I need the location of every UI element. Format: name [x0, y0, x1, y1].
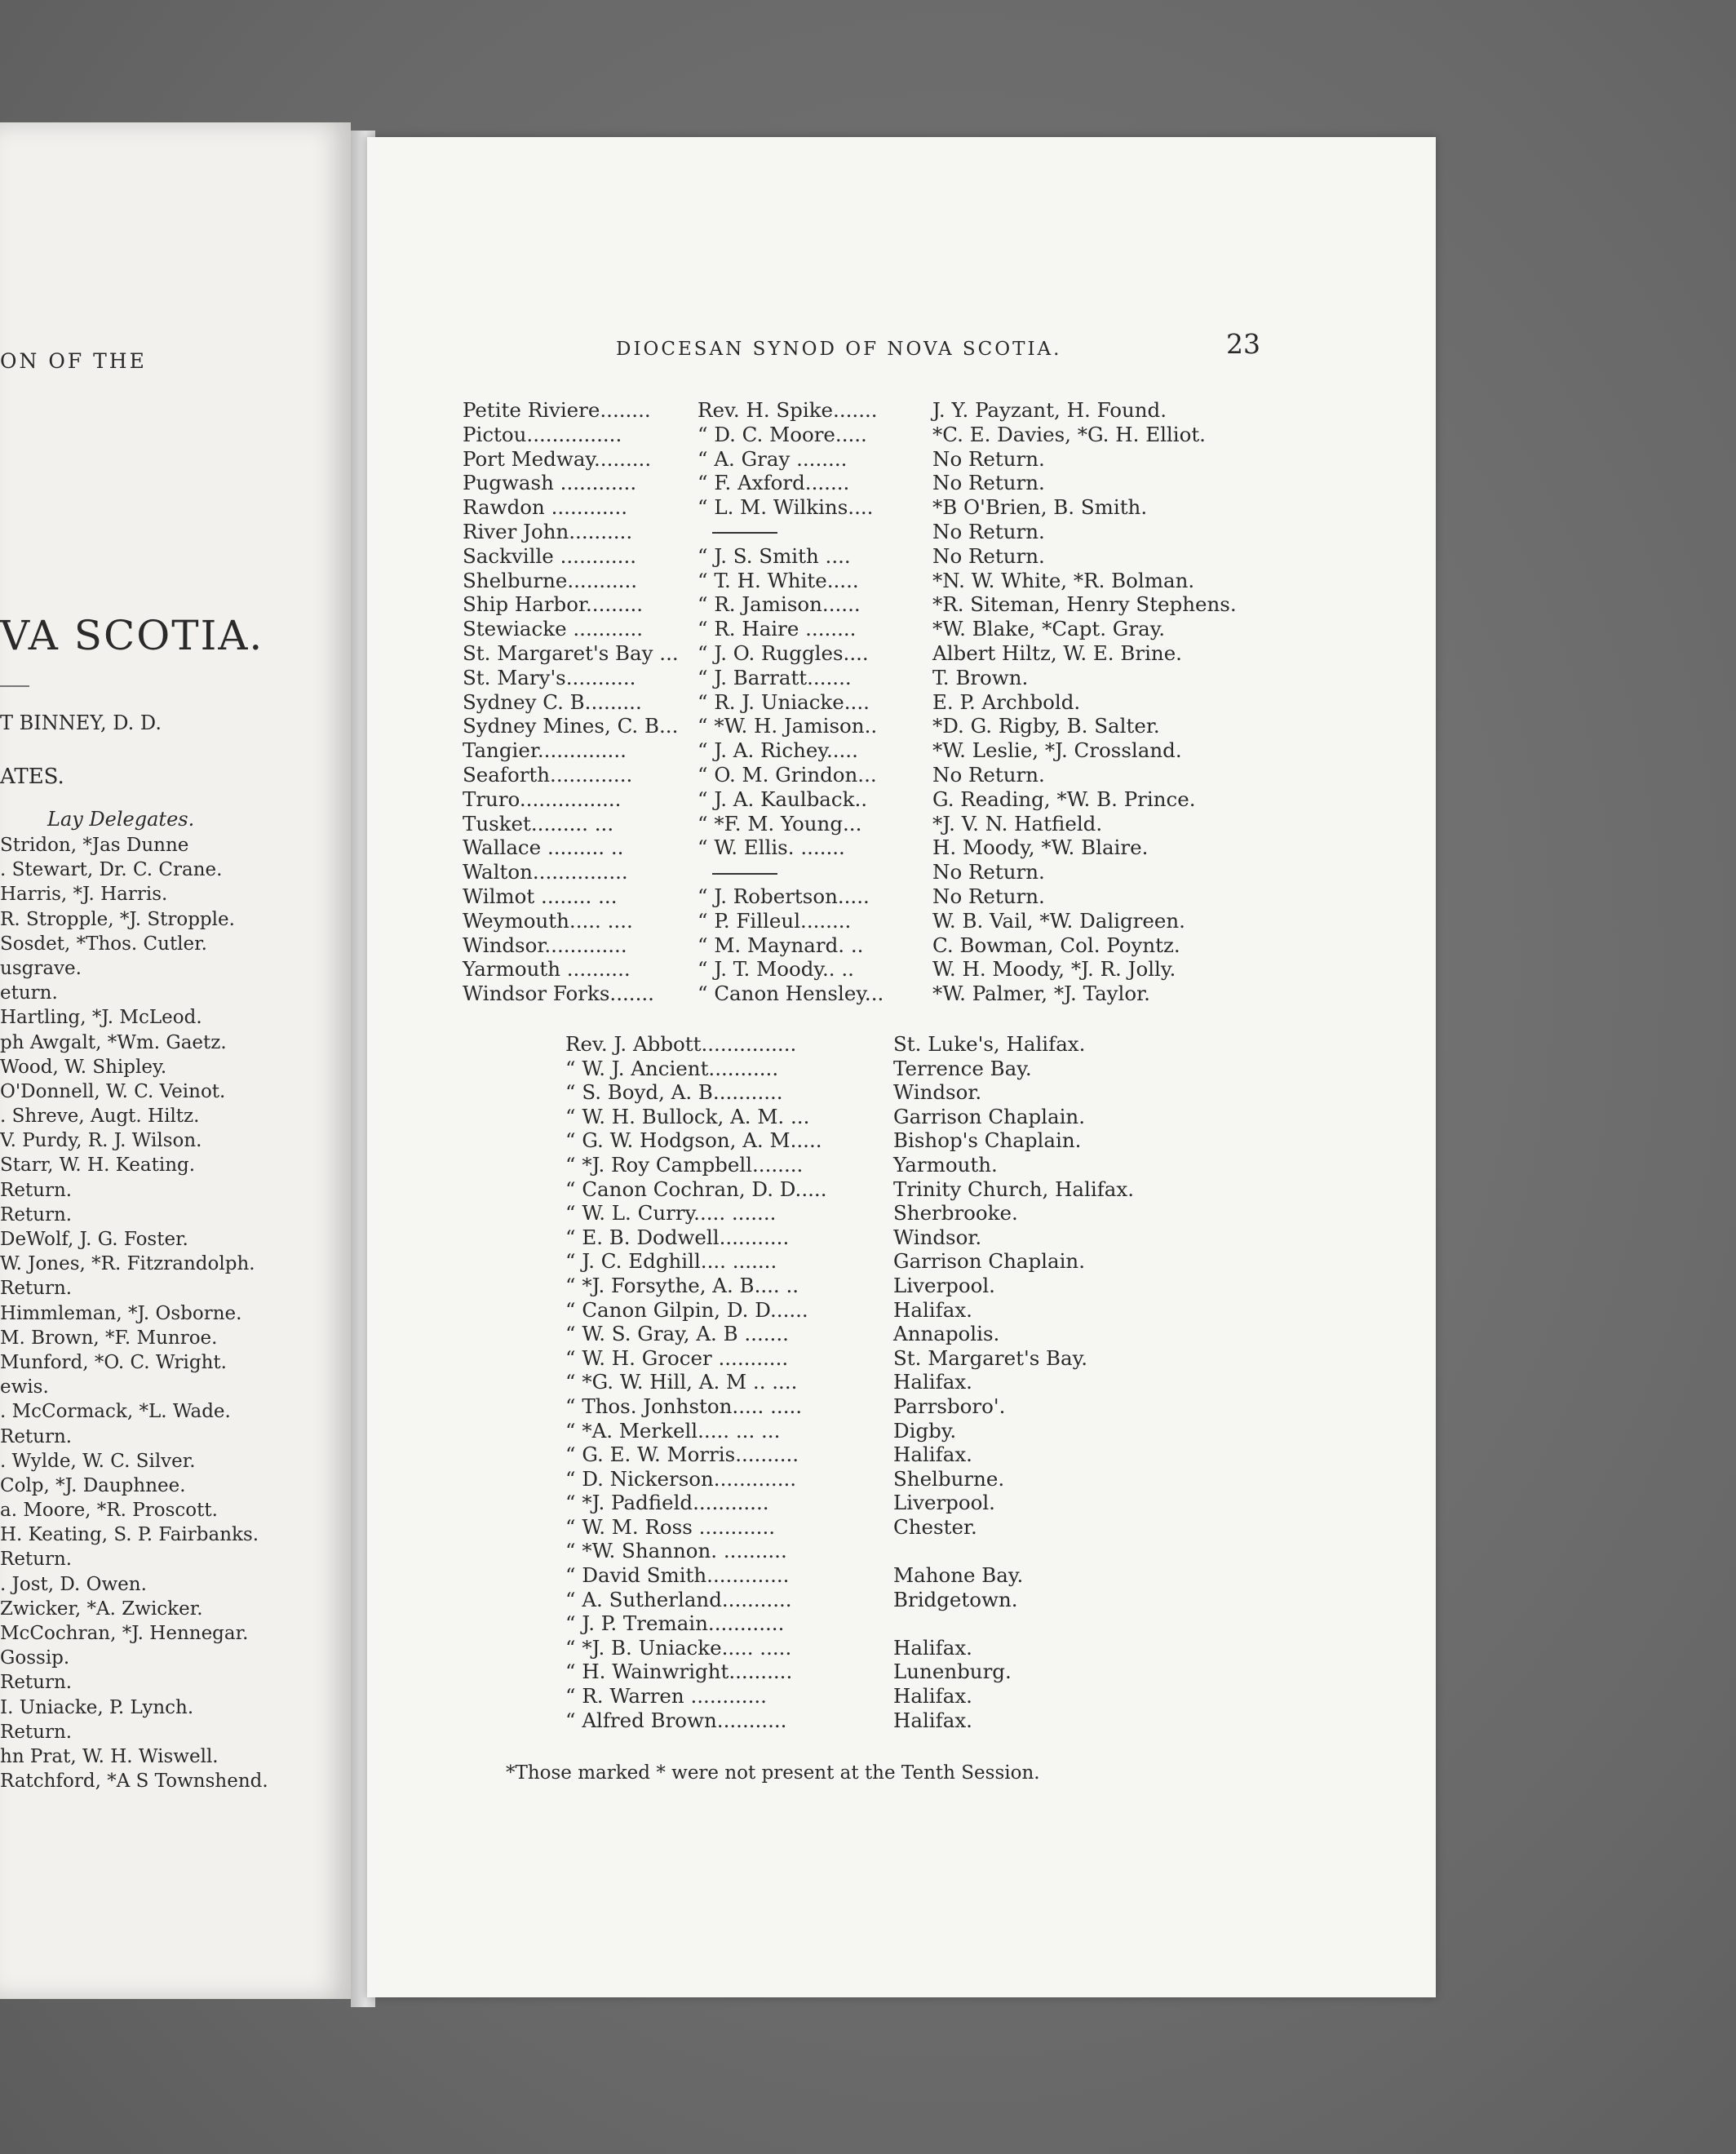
- left-page-line: DeWolf, J. G. Foster.: [0, 1229, 188, 1250]
- parish-cleric: “ R. Haire ........: [698, 617, 857, 641]
- clergy-name: “ R. Warren ............: [565, 1684, 767, 1709]
- clergy-place: Terrence Bay.: [893, 1056, 1032, 1080]
- clergy-place: Bishop's Chaplain.: [893, 1128, 1082, 1153]
- parish-cleric: “ *W. H. Jamison..: [698, 714, 878, 738]
- clergy-name: “ W. H. Grocer ...........: [565, 1345, 789, 1370]
- clergy-place: Lunenburg.: [893, 1660, 1012, 1684]
- clergy-name: “ Thos. Jonhston..... .....: [565, 1394, 803, 1418]
- left-page-line: eturn.: [0, 982, 58, 1004]
- clergy-name: “ Canon Cochran, D. D.....: [565, 1177, 827, 1201]
- left-page: [0, 122, 351, 1999]
- parish-name: Rawdon ............: [463, 495, 628, 520]
- clergy-name: “ *J. Padfield............: [565, 1491, 769, 1515]
- clergy-place: Digby.: [893, 1418, 957, 1443]
- clergy-place: Halifax.: [893, 1635, 972, 1660]
- vacant-dash: [712, 532, 777, 534]
- clergy-place: Liverpool.: [893, 1491, 995, 1515]
- parish-delegates: No Return.: [932, 860, 1045, 884]
- clergy-name: “ W. H. Bullock, A. M. ...: [565, 1104, 810, 1128]
- parish-name: Sydney Mines, C. B...: [463, 714, 679, 738]
- left-page-line: R. Stropple, *J. Stropple.: [0, 908, 235, 930]
- parish-cleric: “ *F. M. Young...: [698, 811, 862, 835]
- clergy-place: Halifax.: [893, 1370, 972, 1394]
- parish-delegates: *N. W. White, *R. Bolman.: [932, 568, 1195, 592]
- page-number: 23: [1226, 328, 1260, 360]
- parish-delegates: T. Brown.: [932, 665, 1029, 689]
- clergy-place: Garrison Chaplain.: [893, 1104, 1085, 1128]
- clergy-place: Windsor.: [893, 1225, 982, 1249]
- clergy-name: “ *A. Merkell..... ... ...: [565, 1418, 781, 1443]
- left-page-lines: [0, 833, 268, 1793]
- parish-name: Ship Harbor.........: [463, 592, 644, 617]
- parish-cleric: “ L. M. Wilkins....: [698, 495, 874, 520]
- clergy-place: Halifax.: [893, 1684, 972, 1709]
- parish-name: Petite Riviere........: [463, 398, 651, 422]
- clergy-place: Yarmouth.: [893, 1152, 998, 1177]
- parish-name: Shelburne...........: [463, 568, 638, 592]
- clergy-place: Bridgetown.: [893, 1587, 1018, 1611]
- left-page-line: McCochran, *J. Hennegar.: [0, 1623, 249, 1644]
- left-page-line: hn Prat, W. H. Wiswell.: [0, 1745, 219, 1767]
- left-page-line: Return.: [0, 1278, 73, 1300]
- clergy-name: “ Alfred Brown...........: [565, 1708, 787, 1732]
- parish-delegates: No Return.: [932, 519, 1045, 543]
- clergy-place: Chester.: [893, 1514, 977, 1539]
- parish-name: St. Mary's...........: [463, 665, 636, 689]
- left-page-line: Zwicker, *A. Zwicker.: [0, 1598, 203, 1620]
- parish-name: Wilmot ........ ...: [463, 884, 618, 908]
- parish-name: Truro................: [463, 787, 622, 811]
- parish-delegates: *J. V. N. Hatfield.: [932, 811, 1103, 835]
- left-page-line: Return.: [0, 1203, 73, 1225]
- parish-delegates: *R. Siteman, Henry Stephens.: [932, 592, 1237, 617]
- left-page-line: . Shreve, Augt. Hiltz.: [0, 1106, 200, 1128]
- parish-name: St. Margaret's Bay ...: [463, 640, 679, 665]
- left-page-line: Sosdet, *Thos. Cutler.: [0, 933, 207, 955]
- clergy-place: Trinity Church, Halifax.: [893, 1177, 1134, 1201]
- parish-name: Tusket......... ...: [463, 811, 614, 835]
- left-page-line: . McCormack, *L. Wade.: [0, 1401, 231, 1423]
- parish-cleric: “ F. Axford.......: [698, 471, 850, 495]
- left-page-line: . Stewart, Dr. C. Crane.: [0, 859, 223, 881]
- left-page-line: Ratchford, *A S Townshend.: [0, 1771, 268, 1793]
- parish-delegates: H. Moody, *W. Blaire.: [932, 835, 1149, 860]
- parish-cleric: “ O. M. Grindon...: [698, 762, 877, 787]
- parish-delegates: W. B. Vail, *W. Daligreen.: [932, 908, 1185, 933]
- clergy-name: “ *W. Shannon. ..........: [565, 1539, 787, 1563]
- clergy-place: Halifax.: [893, 1708, 972, 1732]
- left-page-title: VA SCOTIA.: [0, 612, 264, 659]
- left-page-line: ewis.: [0, 1376, 49, 1398]
- parish-delegates: W. H. Moody, *J. R. Jolly.: [932, 957, 1176, 982]
- parish-delegates: Albert Hiltz, W. E. Brine.: [932, 640, 1182, 665]
- clergy-place: Halifax.: [893, 1297, 972, 1322]
- clergy-place: Liverpool.: [893, 1273, 995, 1297]
- clergy-name: “ W. J. Ancient...........: [565, 1056, 779, 1080]
- section-heading: ATES.: [0, 765, 64, 789]
- left-page-line: a. Moore, *R. Proscott.: [0, 1500, 218, 1522]
- left-page-line: H. Keating, S. P. Fairbanks.: [0, 1524, 259, 1546]
- left-page-line: . Wylde, W. C. Silver.: [0, 1450, 196, 1472]
- parish-delegates: No Return.: [932, 884, 1045, 908]
- parish-name: Stewiacke ...........: [463, 617, 644, 641]
- footnote: *Those marked * were not present at the Tenth Session.: [506, 1762, 1040, 1784]
- parish-cleric: “ R. Jamison......: [698, 592, 861, 617]
- left-page-header: ON OF THE: [0, 349, 147, 373]
- left-page-line: Return.: [0, 1179, 73, 1201]
- parish-cleric: “ A. Gray ........: [698, 446, 848, 471]
- parish-name: Seaforth.............: [463, 762, 633, 787]
- left-page-line: Return.: [0, 1672, 73, 1694]
- left-page-line: Stridon, *Jas Dunne: [0, 835, 189, 856]
- parish-name: Port Medway.........: [463, 446, 652, 471]
- left-page-line: ph Awgalt, *Wm. Gaetz.: [0, 1031, 227, 1053]
- left-page-line: W. Jones, *R. Fitzrandolph.: [0, 1253, 255, 1275]
- vacant-dash: [712, 873, 777, 875]
- parish-name: Pugwash ............: [463, 471, 637, 495]
- parish-cleric: [698, 520, 777, 544]
- parish-name: Pictou...............: [463, 422, 622, 446]
- parish-name: Wallace ......... ..: [463, 835, 624, 860]
- parish-cleric: “ J. Barratt.......: [698, 665, 852, 689]
- left-page-line: Hartling, *J. McLeod.: [0, 1007, 202, 1029]
- clergy-place: Parrsboro'.: [893, 1394, 1006, 1418]
- left-page-line: Munford, *O. C. Wright.: [0, 1351, 227, 1373]
- parish-delegates: *W. Blake, *Capt. Gray.: [932, 617, 1166, 641]
- parish-delegates: No Return.: [932, 471, 1045, 495]
- clergy-name: “ W. S. Gray, A. B .......: [565, 1322, 789, 1346]
- parish-delegates: *B O'Brien, B. Smith.: [932, 495, 1148, 520]
- parish-cleric: “ M. Maynard. ..: [698, 933, 864, 957]
- parish-name: Yarmouth ..........: [463, 957, 631, 982]
- parish-cleric: “ Canon Hensley...: [698, 982, 884, 1006]
- clergy-name: “ A. Sutherland...........: [565, 1587, 792, 1611]
- clergy-name: “ *G. W. Hill, A. M .. ....: [565, 1370, 798, 1394]
- parish-cleric: “ D. C. Moore.....: [698, 422, 867, 446]
- parish-delegates: E. P. Archbold.: [932, 689, 1081, 714]
- parish-delegates: *D. G. Rigby, B. Salter.: [932, 714, 1160, 738]
- parish-delegates: No Return.: [932, 543, 1045, 568]
- parish-cleric: “ J. S. Smith ....: [698, 543, 851, 568]
- clergy-place: Windsor.: [893, 1080, 982, 1105]
- running-head: DIOCESAN SYNOD OF NOVA SCOTIA.: [616, 339, 1062, 360]
- clergy-place: St. Margaret's Bay.: [893, 1345, 1088, 1370]
- left-page-line: Gossip.: [0, 1647, 70, 1669]
- parish-delegates: *W. Palmer, *J. Taylor.: [932, 982, 1150, 1006]
- parish-delegates: No Return.: [932, 446, 1045, 471]
- parish-name: Sackville ............: [463, 543, 637, 568]
- parish-name: River John..........: [463, 519, 633, 543]
- left-page-line: O'Donnell, W. C. Veinot.: [0, 1080, 226, 1102]
- clergy-name: “ S. Boyd, A. B...........: [565, 1080, 783, 1105]
- clergy-name: “ J. P. Tremain............: [565, 1611, 785, 1636]
- parish-cleric: “ J. O. Ruggles....: [698, 640, 869, 665]
- parish-delegates: G. Reading, *W. B. Prince.: [932, 787, 1196, 811]
- clergy-name: Rev. J. Abbott...............: [565, 1032, 797, 1056]
- clergy-name: “ H. Wainwright..........: [565, 1660, 793, 1684]
- parish-delegates: J. Y. Payzant, H. Found.: [932, 398, 1167, 422]
- title-rule: [0, 685, 29, 687]
- parish-name: Sydney C. B.........: [463, 689, 642, 714]
- clergy-name: “ W. M. Ross ............: [565, 1514, 776, 1539]
- clergy-name: “ *J. Forsythe, A. B.... ..: [565, 1273, 799, 1297]
- clergy-name: “ *J. B. Uniacke..... .....: [565, 1635, 792, 1660]
- parish-cleric: [698, 860, 777, 884]
- clergy-name: “ E. B. Dodwell...........: [565, 1225, 790, 1249]
- clergy-place: Sherbrooke.: [893, 1201, 1018, 1225]
- left-page-line: I. Uniacke, P. Lynch.: [0, 1696, 194, 1718]
- clergy-name: “ Canon Gilpin, D. D......: [565, 1297, 808, 1322]
- parish-delegates: *C. E. Davies, *G. H. Elliot.: [932, 422, 1206, 446]
- parish-cleric: “ J. A. Kaulback..: [698, 787, 868, 811]
- parish-cleric: “ R. J. Uniacke....: [698, 689, 870, 714]
- bishop-line: T BINNEY, D. D.: [0, 711, 162, 734]
- parish-name: Tangier..............: [463, 738, 627, 763]
- parish-name: Windsor.............: [463, 933, 627, 957]
- clergy-place: Mahone Bay.: [893, 1563, 1024, 1588]
- clergy-place: Halifax.: [893, 1443, 972, 1467]
- clergy-place: Annapolis.: [893, 1322, 1000, 1346]
- left-page-line: Colp, *J. Dauphnee.: [0, 1474, 186, 1496]
- parish-name: Windsor Forks.......: [463, 982, 654, 1006]
- parish-cleric: “ T. H. White.....: [698, 568, 859, 592]
- clergy-name: “ D. Nickerson.............: [565, 1466, 797, 1491]
- left-page-line: Return.: [0, 1425, 73, 1447]
- clergy-name: “ J. C. Edghill.... .......: [565, 1249, 777, 1274]
- parish-cleric: “ J. Robertson.....: [698, 884, 870, 908]
- left-page-line: . Jost, D. Owen.: [0, 1573, 147, 1595]
- left-page-line: usgrave.: [0, 957, 82, 979]
- parish-cleric: “ P. Filleul........: [698, 908, 852, 933]
- left-page-line: M. Brown, *F. Munroe.: [0, 1327, 218, 1349]
- left-page-line: V. Purdy, R. J. Wilson.: [0, 1130, 202, 1152]
- parish-cleric: “ J. A. Richey.....: [698, 738, 858, 763]
- clergy-place: Shelburne.: [893, 1466, 1005, 1491]
- parish-delegates: C. Bowman, Col. Poyntz.: [932, 933, 1180, 957]
- parish-cleric: “ W. Ellis. .......: [698, 835, 845, 860]
- left-page-line: Himmleman, *J. Osborne.: [0, 1302, 242, 1324]
- clergy-name: “ David Smith.............: [565, 1563, 790, 1588]
- left-page-line: Return.: [0, 1721, 73, 1743]
- left-page-line: Harris, *J. Harris.: [0, 884, 168, 906]
- left-page-line: Starr, W. H. Keating.: [0, 1155, 196, 1177]
- clergy-name: “ G. E. W. Morris..........: [565, 1443, 799, 1467]
- clergy-name: “ G. W. Hodgson, A. M.....: [565, 1128, 822, 1153]
- clergy-place: Garrison Chaplain.: [893, 1249, 1085, 1274]
- left-page-line: Return.: [0, 1549, 73, 1571]
- left-page-line: Wood, W. Shipley.: [0, 1056, 167, 1078]
- clergy-name: “ *J. Roy Campbell........: [565, 1152, 804, 1177]
- clergy-place: St. Luke's, Halifax.: [893, 1032, 1086, 1056]
- parish-cleric: Rev. H. Spike.......: [698, 398, 878, 422]
- clergy-name: “ W. L. Curry..... .......: [565, 1201, 777, 1225]
- parish-delegates: No Return.: [932, 762, 1045, 787]
- parish-cleric: “ J. T. Moody.. ..: [698, 957, 854, 982]
- lay-delegates-heading: Lay Delegates.: [47, 808, 195, 831]
- parish-name: Weymouth..... ....: [463, 908, 633, 933]
- parish-delegates: *W. Leslie, *J. Crossland.: [932, 738, 1182, 763]
- parish-name: Walton...............: [463, 860, 628, 884]
